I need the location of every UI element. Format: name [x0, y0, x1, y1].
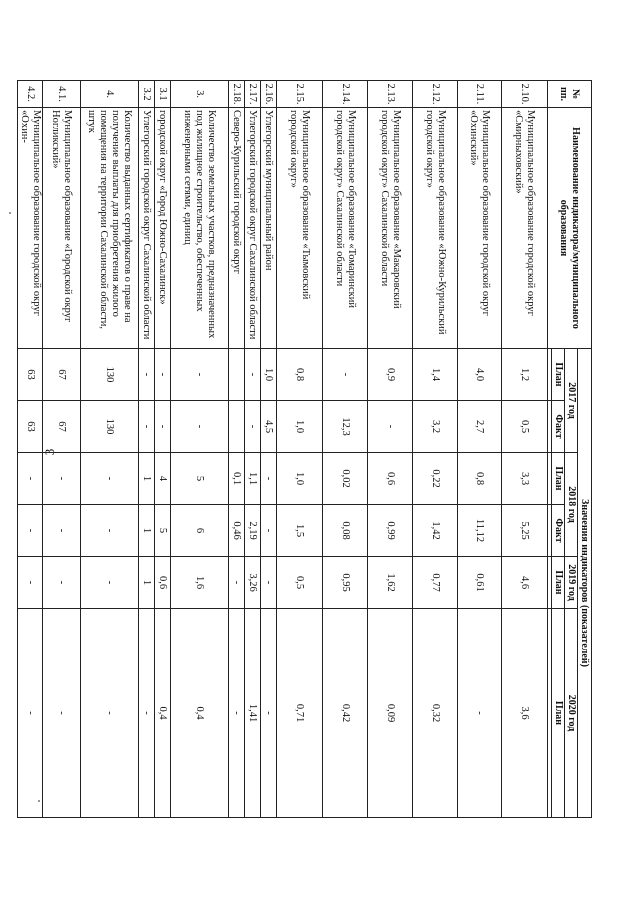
value-cell: 0,6: [155, 557, 171, 609]
row-name: Углегорский муниципальный район: [261, 108, 277, 349]
value-cell: 0,4: [155, 609, 171, 818]
header-values: Значения индикаторов (показателей): [578, 349, 592, 818]
value-cell: -: [261, 557, 277, 609]
row-name: Углегорский городской округ Сахалинской области: [245, 108, 261, 349]
page-number: 3: [42, 448, 57, 456]
value-cell: 11,12: [458, 505, 502, 557]
value-cell: 1,1: [245, 453, 261, 505]
row-number: 2.14.: [323, 81, 368, 108]
value-cell: -: [139, 609, 155, 818]
row-number: 2.11.: [458, 81, 502, 108]
value-cell: -: [171, 401, 229, 453]
value-cell: 2,7: [458, 401, 502, 453]
value-cell: -: [245, 401, 261, 453]
table-row: [458, 81, 502, 818]
value-cell: 1: [139, 557, 155, 609]
value-cell: 1,62: [368, 557, 413, 609]
value-cell: 0,71: [277, 609, 323, 818]
table-row: [368, 81, 413, 818]
value-cell: 5: [155, 505, 171, 557]
table-row: [155, 81, 171, 818]
value-cell: -: [261, 453, 277, 505]
value-cell: 0,5: [277, 557, 323, 609]
value-cell: 0,08: [323, 505, 368, 557]
header-plan: План: [552, 557, 565, 609]
value-cell: 0,1: [229, 453, 245, 505]
table-row: [323, 81, 368, 818]
value-cell: 1,5: [277, 505, 323, 557]
scan-speck: [9, 212, 11, 214]
value-cell: -: [458, 609, 502, 818]
value-cell: 130: [81, 349, 139, 401]
value-cell: [229, 401, 245, 453]
row-name: Муниципальное образование «Макаровский городской округ» Сахалинской области: [368, 108, 413, 349]
table-row: [413, 81, 458, 818]
value-cell: -: [18, 557, 43, 609]
value-cell: 4: [155, 453, 171, 505]
value-cell: 0,8: [458, 453, 502, 505]
value-cell: 0,46: [229, 505, 245, 557]
value-cell: 0,4: [171, 609, 229, 818]
value-cell: 0,95: [323, 557, 368, 609]
row-number: 2.18.: [229, 81, 245, 108]
header-2019: 2019 год: [565, 557, 578, 609]
table-row: [261, 81, 277, 818]
value-cell: 6: [171, 505, 229, 557]
value-cell: 63: [18, 349, 43, 401]
value-cell: -: [43, 505, 81, 557]
value-cell: 1,41: [245, 609, 261, 818]
header-fact: Факт: [552, 505, 565, 557]
row-name: Муниципальное образование «Южно-Курильский городской округ»: [413, 108, 458, 349]
value-cell: 67: [43, 349, 81, 401]
value-cell: 0,5: [502, 401, 548, 453]
value-cell: 5,25: [502, 505, 548, 557]
row-number: 2.13.: [368, 81, 413, 108]
row-number: 2.12.: [413, 81, 458, 108]
header-fact: Факт: [552, 401, 565, 453]
table-row: [43, 81, 81, 818]
value-cell: -: [261, 609, 277, 818]
value-cell: -: [323, 349, 368, 401]
value-cell: -: [229, 609, 245, 818]
row-number: 3.1: [155, 81, 171, 108]
value-cell: -: [43, 453, 81, 505]
value-cell: -: [81, 557, 139, 609]
row-name: Муниципальное образование «Городской округ Ногликский»: [43, 108, 81, 349]
value-cell: 2,19: [245, 505, 261, 557]
table-row: [139, 81, 155, 818]
table-row: [18, 81, 43, 818]
header-2018: 2018 год: [565, 453, 578, 557]
value-cell: 0,99: [368, 505, 413, 557]
value-cell: -: [229, 557, 245, 609]
value-cell: 5: [171, 453, 229, 505]
value-cell: -: [43, 609, 81, 818]
value-cell: 1,42: [413, 505, 458, 557]
value-cell: 1: [139, 453, 155, 505]
row-number: 3.: [171, 81, 229, 108]
row-name: Количество земельных участков, предназначенных под жилищное строительство, обеспеченных инженерными сетями, единиц: [171, 108, 229, 349]
value-cell: 63: [18, 401, 43, 453]
value-cell: 0,61: [458, 557, 502, 609]
value-cell: 130: [81, 401, 139, 453]
value-cell: 4,5: [261, 401, 277, 453]
value-cell: 0,42: [323, 609, 368, 818]
value-cell: -: [43, 557, 81, 609]
row-number: 3.2: [139, 81, 155, 108]
row-name: Муниципальное образование городской округ «Смирныховский»: [502, 108, 548, 349]
header-plan: План: [552, 349, 565, 401]
value-cell: 0,02: [323, 453, 368, 505]
value-cell: 4,0: [458, 349, 502, 401]
value-cell: 3,26: [245, 557, 261, 609]
value-cell: 67: [43, 401, 81, 453]
row-name: Муниципальное образование «Тымовский городской округ»: [277, 108, 323, 349]
row-number: 2.16.: [261, 81, 277, 108]
value-cell: 0,9: [368, 349, 413, 401]
header-name: Наименование индикатора/муниципального образования: [548, 108, 592, 349]
header-number: № пп.: [548, 81, 592, 108]
header-plan: План: [552, 453, 565, 505]
value-cell: -: [171, 349, 229, 401]
value-cell: -: [81, 505, 139, 557]
value-cell: 0,6: [368, 453, 413, 505]
table-row: [171, 81, 229, 818]
row-number: 2.17.: [245, 81, 261, 108]
value-cell: -: [139, 401, 155, 453]
row-number: 2.10.: [502, 81, 548, 108]
value-cell: 1,4: [413, 349, 458, 401]
value-cell: 4,6: [502, 557, 548, 609]
value-cell: -: [155, 349, 171, 401]
value-cell: 1,2: [502, 349, 548, 401]
indicators-table: [17, 80, 592, 818]
value-cell: -: [81, 609, 139, 818]
value-cell: -: [18, 453, 43, 505]
row-number: 2.15.: [277, 81, 323, 108]
row-name: Муниципальное образование городской округ «Охинский»: [458, 108, 502, 349]
table-row: [245, 81, 261, 818]
value-cell: 1,6: [171, 557, 229, 609]
value-cell: 12,3: [323, 401, 368, 453]
row-name: Углегорский городской округ Сахалинской области: [139, 108, 155, 349]
value-cell: 1,0: [277, 453, 323, 505]
row-name: Муниципальное образование «Томаринский городской округ» Сахалинской области: [323, 108, 368, 349]
value-cell: -: [81, 453, 139, 505]
table-row: [81, 81, 139, 818]
row-number: 4.2.: [18, 81, 43, 108]
value-cell: 0,77: [413, 557, 458, 609]
value-cell: -: [18, 505, 43, 557]
row-name: Муниципальное образование городской округ «Охин-: [18, 108, 43, 349]
value-cell: -: [18, 609, 43, 818]
value-cell: 1: [139, 505, 155, 557]
value-cell: 1,0: [277, 401, 323, 453]
value-cell: 1,0: [261, 349, 277, 401]
value-cell: 3,6: [502, 609, 548, 818]
value-cell: -: [245, 349, 261, 401]
table-row: [229, 81, 245, 818]
row-number: 4.: [81, 81, 139, 108]
header-2020: 2020 год: [565, 609, 578, 818]
value-cell: -: [155, 401, 171, 453]
row-name: городской округ «Город Южно-Сахалинск»: [155, 108, 171, 349]
header-plan: План: [552, 609, 565, 818]
value-cell: 3,3: [502, 453, 548, 505]
table-row: [502, 81, 548, 818]
value-cell: -: [368, 401, 413, 453]
value-cell: [229, 349, 245, 401]
row-name: Северо-Курильский городской округ: [229, 108, 245, 349]
header-2017: 2017 год: [565, 349, 578, 453]
value-cell: 0,09: [368, 609, 413, 818]
value-cell: 0,32: [413, 609, 458, 818]
value-cell: 3,2: [413, 401, 458, 453]
row-number: 4.1.: [43, 81, 81, 108]
table-row: [277, 81, 323, 818]
value-cell: 0,22: [413, 453, 458, 505]
value-cell: -: [261, 505, 277, 557]
value-cell: -: [139, 349, 155, 401]
row-name: Количество выданных сертификатов о праве на получение выплаты для приобретения жилого помещения на территории Сахалинской области, штук: [81, 108, 139, 349]
rotated-table-container: [19, 80, 592, 817]
value-cell: 0,8: [277, 349, 323, 401]
